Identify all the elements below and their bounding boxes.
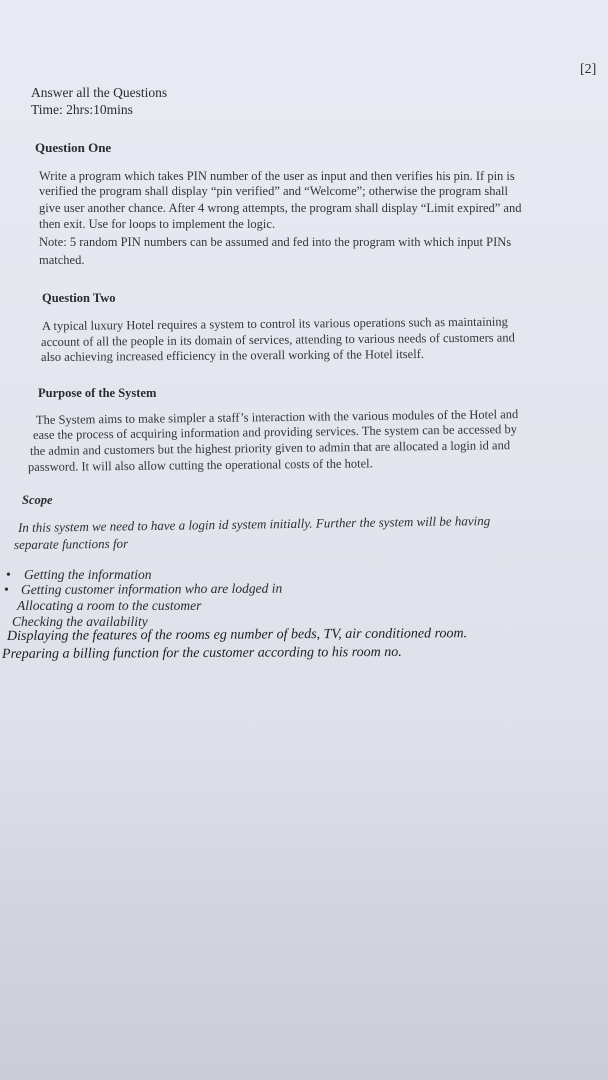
scope-item: Displaying the features of the rooms eg number of beds, TV, air conditioned room. (6, 626, 468, 644)
scope-item: Checking the availability (12, 614, 148, 629)
question-two-heading: Question Two (42, 291, 116, 305)
scope-item: Getting customer information who are lodged in (20, 580, 283, 597)
bullet-icon: • (6, 568, 11, 583)
scope-item: Getting the information (24, 567, 152, 582)
scope-line: In this system we need to have a login id system initially. Further the system will be having (17, 512, 491, 535)
scope-item: Preparing a billing function for the customer according to his room no. (1, 644, 402, 662)
question-one-line: verified the program shall display “pin verified” and “Welcome”; otherwise the program shall (39, 184, 508, 198)
scope-line: separate functions for (13, 535, 129, 552)
question-two-line: A typical luxury Hotel requires a system to control its various operations such as maintaining (41, 314, 508, 333)
bullet-icon: • (4, 583, 9, 598)
question-two-line: also achieving increased efficiency in the overall working of the Hotel itself. (40, 346, 425, 364)
purpose-line: ease the process of acquiring information and providing services. The system can be accessed by (32, 422, 518, 442)
question-one-line: matched. (39, 253, 85, 267)
scope-item: Allocating a room to the customer (17, 598, 202, 613)
scope-heading: Scope (22, 493, 53, 507)
question-one-line: Write a program which takes PIN number of the user as input and then verifies his pin. If pin is (39, 169, 515, 183)
paper-shadow (0, 720, 608, 1080)
purpose-heading: Purpose of the System (38, 386, 157, 400)
question-two-line: account of all the people in its domain of services, attending to various needs of customers and (40, 330, 515, 349)
time-text: Time: 2hrs:10mins (31, 102, 133, 117)
question-one-line: Note: 5 random PIN numbers can be assumed and fed into the program with which input PINs (39, 235, 512, 249)
page-number: [2] (580, 62, 597, 77)
question-one-line: then exit. Use for loops to implement the logic. (39, 217, 276, 231)
instructions-text: Answer all the Questions (31, 85, 168, 100)
question-one-heading: Question One (35, 140, 112, 155)
question-one-line: give user another chance. After 4 wrong attempts, the program shall display “Limit expired” and (39, 201, 522, 215)
purpose-line: password. It will also allow cutting the operational costs of the hotel. (27, 456, 373, 474)
purpose-line: The System aims to make simpler a staff’s interaction with the various modules of the Hotel and (35, 407, 519, 427)
purpose-line: the admin and customers but the highest priority given to admin that are allocated a login id and (29, 438, 511, 458)
